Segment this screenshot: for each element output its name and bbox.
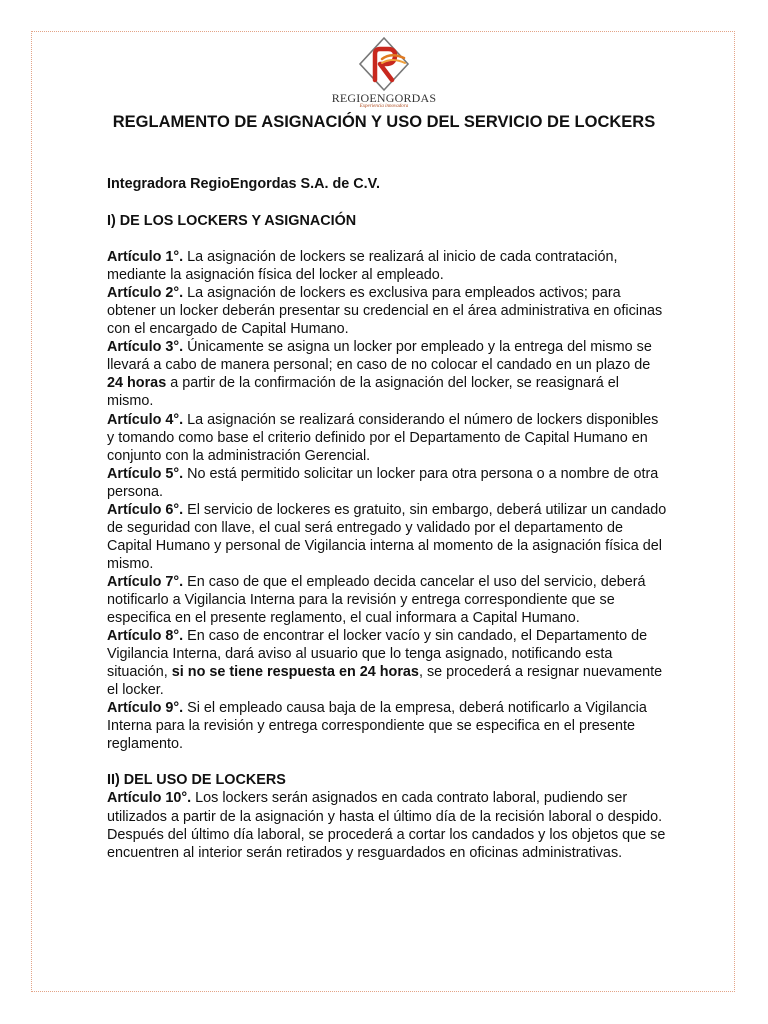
article-7 (107, 573, 667, 627)
article-4 (107, 411, 667, 465)
logo-emblem-icon (328, 36, 440, 92)
article-text: En caso de encontrar el locker vacío y sin candado, el Departamento de Vigilancia Interna, dará aviso al usuario que lo tenga asignado, notificando esta situación, (107, 628, 648, 681)
article-8 (107, 627, 667, 699)
article-2 (107, 284, 667, 338)
document-body (107, 175, 667, 862)
article-text: En caso de que el empleado decida cancelar el uso del servicio, deberá notificarlo a Vigilancia Interna para la revisión y entrega correspondiente que se especifica en el presente reglamento, el cual informara a Capital Humano. (107, 573, 646, 627)
article-text: La asignación de lockers es exclusiva para empleados activos; para obtener un locker deberán presentar su credencial en el área administrativa en oficinas con el encargado de Capital Humano. (107, 285, 663, 338)
article-label: Artículo 6°. (107, 501, 184, 518)
article-text: No está permitido solicitar un locker para otra persona o a nombre de otra persona. (107, 465, 659, 500)
closing-paragraph: Después del último día laboral, se procederá a cortar los candados y los objetos que se encuentren al interior serán retirados y resguardados en oficinas administrativas. (107, 826, 666, 861)
article-label: Artículo 10°. (107, 790, 192, 807)
section-heading-1: I) DE LOS LOCKERS Y ASIGNACIÓN (107, 213, 357, 230)
article-text: Si el empleado causa baja de la empresa, deberá notificarlo a Vigilancia Interna para la revisión y entrega correspondiente que se especifica en el presente reglamento. (107, 700, 647, 753)
article-label: Artículo 5°. (107, 465, 184, 482)
article-text: Los lockers serán asignados en cada contrato laboral, pudiendo ser utilizados a partir de la asignación y hasta el último día de la recisión laboral o despido. (107, 790, 663, 825)
document-title: REGLAMENTO DE ASIGNACIÓN Y USO DEL SERVICIO DE LOCKERS (112, 113, 656, 131)
article-text: La asignación de lockers se realizará al inicio de cada contratación, mediante la asignación física del locker al empleado. (107, 249, 618, 284)
article-label: Artículo 7°. (107, 573, 184, 590)
article-text: El servicio de lockeres es gratuito, sin embargo, deberá utilizar un candado de seguridad con llave, el cual será entregado y validado por el departamento de Capital Humano y personal de Vigilancia interna al momento de la asignación física del mismo. (107, 501, 667, 572)
article-5 (107, 465, 667, 501)
article-text: , se procederá a resignar nuevamente el locker. (107, 664, 663, 699)
article-6 (107, 501, 667, 573)
article-label: Artículo 8°. (107, 628, 184, 645)
section-heading-2: II) DEL USO DE LOCKERS (107, 772, 286, 789)
logo-brand-text: REGIOENGORDAS (331, 91, 437, 105)
article-1 (107, 248, 667, 284)
article-text: Únicamente se asigna un locker por empleado y la entrega del mismo se llevará a cabo de manera personal; en caso de no colocar el candado en un plazo de (107, 339, 652, 374)
logo-tagline: Experiencia innovadora (359, 104, 409, 109)
article-text: La asignación se realizará considerando el número de lockers disponibles y tomando como base el criterio definido por el Departamento de Capital Humano en conjunto con la administración Gerencial. (107, 411, 659, 464)
article-emphasis: 24 horas (107, 375, 167, 392)
article-3 (107, 338, 667, 410)
article-9 (107, 699, 667, 753)
article-label: Artículo 2°. (107, 285, 184, 302)
company-logo (328, 36, 440, 108)
article-label: Artículo 4°. (107, 411, 184, 428)
article-10 (107, 789, 667, 825)
article-emphasis: si no se tiene respuesta en 24 horas (171, 664, 419, 681)
company-name: Integradora RegioEngordas S.A. de C.V. (107, 176, 380, 192)
article-label: Artículo 3°. (107, 339, 184, 356)
article-label: Artículo 9°. (107, 700, 184, 717)
article-text: a partir de la confirmación de la asignación del locker, se reasignará el mismo. (107, 375, 619, 410)
article-label: Artículo 1°. (107, 249, 184, 266)
